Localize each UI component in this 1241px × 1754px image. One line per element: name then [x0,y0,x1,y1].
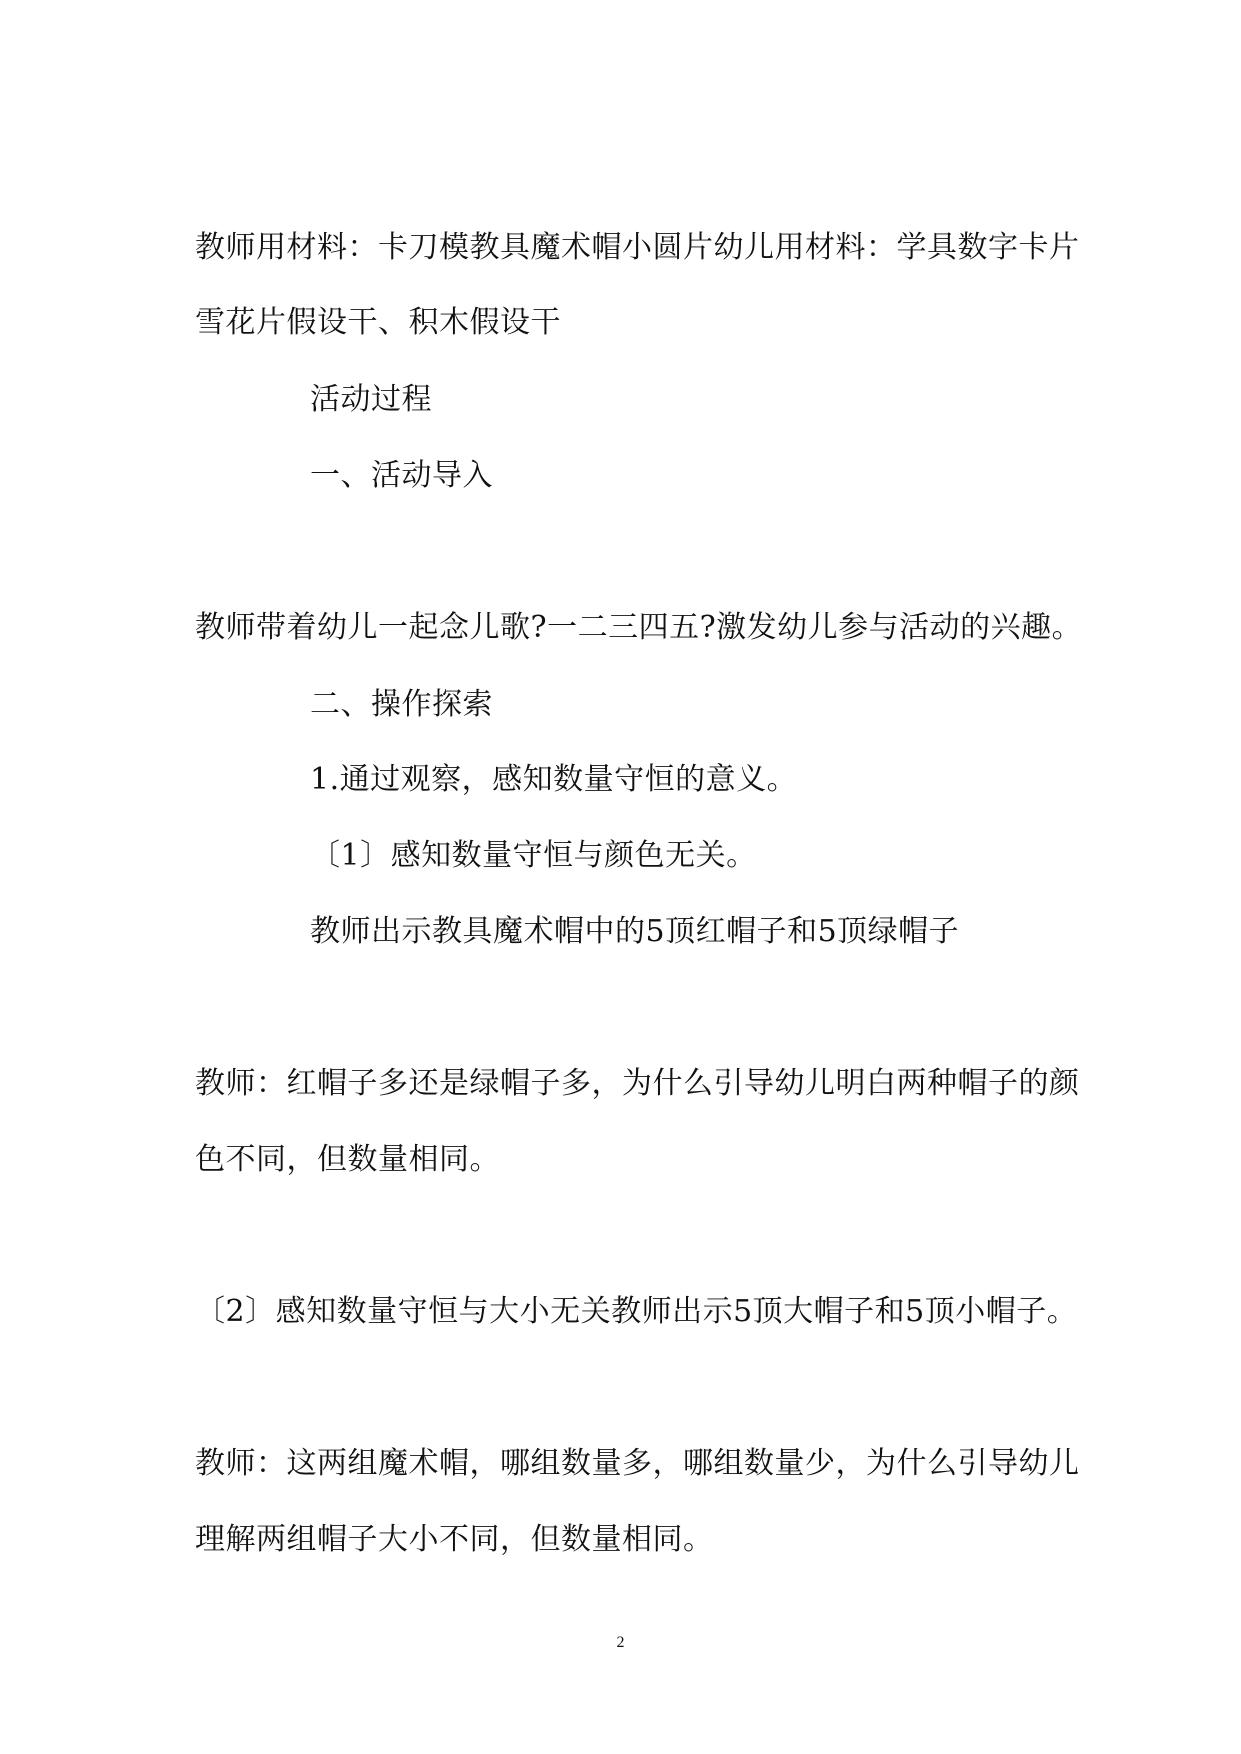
page-number: 2 [616,1634,625,1651]
paragraph-teacher-question-color-2: 色不同，但数量相同。 [195,1142,500,1177]
paragraph-teacher-question-size-1: 教师：这两组魔术帽，哪组数量多，哪组数量少，为什么引导幼儿 [195,1446,1080,1481]
item-color-irrelevant: 〔1〕感知数量守恒与颜色无关。 [310,838,757,873]
paragraph-intro-rhyme: 教师带着幼儿一起念儿歌?一二三四五?激发幼儿参与活动的兴趣。 [195,610,1083,645]
item-observation: 1.通过观察，感知数量守恒的意义。 [310,762,798,797]
paragraph-show-hats: 教师出示教具魔术帽中的5顶红帽子和5顶绿帽子 [310,914,960,949]
paragraph-teacher-question-size-2: 理解两组帽子大小不同，但数量相同。 [195,1522,714,1557]
subheading-operation-explore: 二、操作探索 [310,687,493,722]
paragraph-teacher-question-color-1: 教师：红帽子多还是绿帽子多，为什么引导幼儿明白两种帽子的颜 [195,1066,1080,1101]
section-heading-activity-process: 活动过程 [310,382,432,417]
materials-line-1: 教师用材料：卡刀模教具魔术帽小圆片幼儿用材料：学具数字卡片 [195,230,1080,265]
subheading-activity-intro: 一、活动导入 [310,458,493,493]
materials-line-2: 雪花片假设干、积木假设干 [195,305,561,340]
item-size-irrelevant: 〔2〕感知数量守恒与大小无关教师出示5顶大帽子和5顶小帽子。 [195,1294,1078,1329]
